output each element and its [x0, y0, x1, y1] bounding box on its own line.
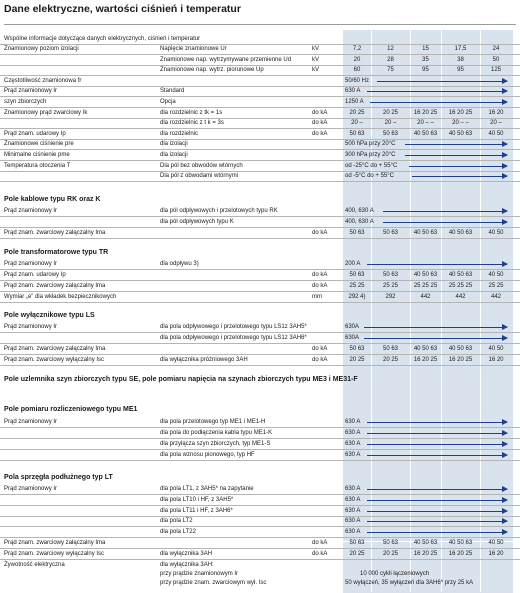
row-value: 16 20 [488, 109, 504, 116]
section-title-ls: Pole wyłącznikowe typu LS [4, 312, 95, 319]
row-span-value: 630 A [345, 441, 361, 447]
row-condition: dla wyłącznika 3AH [160, 550, 213, 557]
row-condition: dla pola do podłączenia kabla typu ME1-K [160, 430, 273, 436]
row-value: 20 25 [382, 357, 398, 363]
table-row [0, 65, 520, 76]
row-value: 16 20 25 [448, 550, 473, 557]
row-value: 16 20 25 [448, 357, 473, 363]
row-value: 95 [457, 67, 464, 74]
row-value: 442 [455, 294, 466, 300]
table-row [0, 516, 520, 527]
range-arrow [370, 102, 507, 103]
row-label: Prąd znam. zwarciowy załączalny Ima [4, 230, 106, 236]
title-rule [4, 24, 516, 25]
table-row [0, 129, 520, 140]
table-row [0, 549, 520, 560]
row-value: 16 20 25 [413, 357, 438, 363]
range-arrow [367, 500, 507, 501]
table-row [0, 450, 520, 461]
range-arrow [377, 81, 507, 82]
row-value: 50 63 [382, 346, 398, 352]
row-condition: Dla pól z obwodami wtórnymi [160, 173, 239, 180]
table-row [0, 228, 520, 239]
row-span-value: 400, 630 A [345, 219, 374, 225]
table-row [0, 281, 520, 292]
row-condition: dla pola odpływowego i przelotowego typu LS1z 3AH5* [160, 324, 307, 330]
row-unit: kV [312, 67, 320, 74]
row-value: 292 4) [348, 294, 366, 300]
range-arrow [367, 511, 507, 512]
row-label: Prąd znam. zwarciowy wyłączalny Isc [4, 357, 105, 363]
intro-text: Wspólne informacje dotyczące danych elektrycznych, ciśnień i temperatur [4, 36, 201, 42]
row-value: 25 25 25 [413, 283, 438, 289]
table-row [0, 322, 520, 333]
row-label: Prąd znamionowy Ir [4, 261, 58, 267]
row-span-value: 200 A [345, 261, 361, 267]
row-span-value: 630 A [345, 529, 361, 536]
row-value: 50 63 [382, 540, 398, 546]
row-value: 40 50 [488, 130, 504, 137]
table-row [0, 292, 520, 303]
section-title-se: Pole uzlemnika szyn zbiorczych typu SE, pole pomiaru napięcia na szynach zbiorczych typu ME3 i ME31-F [4, 376, 358, 383]
row-condition: Standard [160, 88, 185, 95]
row-value: 17,5 [454, 46, 467, 52]
row-value: 20 25 [382, 109, 398, 116]
table-row [0, 97, 520, 108]
range-arrow [383, 222, 507, 223]
section-title-me1: Pole pomiaru rozliczeniowego typu ME1 [4, 406, 138, 413]
row-value: 442 [490, 294, 501, 300]
row-condition: dla pola przelotowego typ ME1 i ME1-H [160, 419, 266, 425]
durability-value: 10 000 cykli łączeniowych [360, 571, 430, 577]
range-arrow [367, 433, 507, 434]
row-condition: dla rozdzielnic z t k = 3s [160, 120, 224, 127]
table-row [0, 495, 520, 506]
range-arrow [367, 489, 507, 490]
range-arrow [367, 521, 507, 522]
row-value: 40 50 [488, 272, 504, 278]
row-condition: Opcja [160, 99, 176, 105]
row-label: Prąd znamionowy Ir [4, 208, 58, 214]
row-value: 20 – [384, 120, 397, 127]
row-condition: Znamionowe nap. wytrzymywane przemienne Ud [160, 56, 292, 63]
table-row [0, 118, 520, 129]
row-condition: dla pól odpływowych typu K [160, 219, 234, 225]
row-value: 125 [490, 67, 501, 74]
row-span-value: 1250 A [345, 99, 364, 105]
row-span-value: 630A [345, 335, 360, 341]
row-value: 50 63 [382, 230, 398, 236]
table-row [0, 217, 520, 228]
row-value: 20 [353, 56, 361, 63]
table-row [0, 139, 520, 150]
row-value: 50 63 [382, 130, 398, 137]
row-condition: dla pola wznosu pionowego, typ HF [160, 452, 255, 458]
row-label: Temperatura otoczenia T [4, 162, 71, 169]
row-condition: Dla pól bez obwodów wtórnych [160, 162, 243, 169]
row-value: 20 – [351, 120, 363, 127]
row-span-value: 630 A [345, 430, 361, 436]
row-label: Znamionowe ciśnienie pre [4, 141, 74, 148]
row-unit: do kA [312, 230, 328, 236]
range-arrow [364, 338, 507, 339]
range-arrow [364, 327, 507, 328]
row-condition: dla pola LT22 [160, 529, 196, 536]
range-arrow [412, 176, 507, 177]
row-label: Częstotliwość znamionowa fr [4, 77, 82, 84]
range-arrow [405, 144, 507, 145]
row-unit: do kA [312, 130, 328, 137]
row-unit: do kA [312, 346, 328, 352]
row-unit: do kA [312, 120, 328, 127]
table-row [0, 527, 520, 538]
row-unit: kV [312, 46, 320, 52]
row-label: Znamionowy poziom izolacji [4, 46, 79, 52]
row-value: 28 [387, 56, 394, 63]
row-condition: dla pól odpływowych i przelotowych typu RK [160, 208, 278, 214]
row-value: 40 50 63 [448, 130, 473, 137]
row-condition: dla izolacji [160, 152, 188, 158]
row-value: 40 50 [488, 230, 504, 236]
table-row [0, 506, 520, 517]
row-value: 16 20 25 [448, 109, 473, 116]
table-row [0, 55, 520, 66]
row-value: 16 20 [488, 550, 504, 557]
range-arrow [367, 532, 507, 533]
row-value: 40 50 63 [413, 346, 438, 352]
row-label: Prąd znam. zwarciowy załączalny Ima [4, 540, 106, 546]
table-row [0, 439, 520, 450]
row-label: Prąd znamionowy Ir [4, 88, 58, 95]
row-condition: dla pola LT10 i HF, z 3AH5* [160, 496, 234, 503]
row-unit: do kA [312, 540, 328, 546]
row-span-value: 630 A [345, 88, 361, 95]
table-row [0, 270, 520, 281]
row-unit: do kA [312, 109, 328, 116]
row-value: 12 [387, 46, 394, 52]
row-condition: dla wyłącznika próżniowego 3AH [160, 357, 248, 363]
row-span-value: 630 A [345, 507, 361, 514]
page-title: Dane elektryczne, wartości ciśnień i temperatur [4, 3, 241, 15]
row-value: 60 [353, 67, 361, 74]
row-value: 40 50 63 [413, 540, 438, 546]
durability-condition: przy prądzie znamionowym Ir [160, 571, 239, 577]
row-condition: Napięcie znamionowe Ur [160, 46, 227, 52]
row-value: 40 50 63 [448, 540, 473, 546]
row-value: 50 63 [349, 346, 365, 352]
row-value: 50 63 [349, 540, 365, 546]
row-value: 20 25 [382, 550, 398, 557]
table-row [0, 417, 520, 428]
row-label: Prąd znam. udarowy Ip [4, 130, 66, 137]
row-unit: do kA [312, 357, 328, 363]
row-value: 20 – [490, 120, 502, 127]
durability-label: Żywotność elektryczna [4, 562, 65, 568]
row-condition: dla przyłącza szyn zbiorczych, typ ME1-S [160, 441, 271, 447]
table-row [0, 161, 520, 172]
table-row [0, 171, 520, 182]
row-value: 16 20 [488, 357, 504, 363]
row-span-value: 630A [345, 324, 360, 330]
row-value: 40 50 [488, 540, 504, 546]
durability-condition: dla wyłącznika 3AH: [160, 562, 214, 568]
row-unit: do kA [312, 283, 328, 289]
row-value: 25 25 25 [448, 283, 473, 289]
row-label: Prąd znam. zwarciowy załączalny Ima [4, 283, 106, 289]
range-arrow [367, 422, 507, 423]
row-label: Prąd znam. zwarciowy załączalny Ima [4, 346, 106, 352]
row-value: 50 63 [349, 230, 365, 236]
row-condition: dla pola LT1, z 3AH5* na zapytanie [160, 486, 254, 492]
row-value: 7,2 [352, 46, 362, 52]
row-value: 16 20 25 [413, 550, 438, 557]
row-unit: do kA [312, 550, 328, 557]
table-row [0, 150, 520, 161]
row-value: 50 [492, 56, 500, 63]
row-condition: dla pola odpływowego i przelotowego typu LS1z 3AH6* [160, 335, 307, 341]
table-row [0, 76, 520, 87]
table-row [0, 44, 520, 55]
row-value: 40 50 63 [413, 272, 438, 278]
row-condition: dla rozdzielnic [160, 130, 199, 137]
row-label: szyn zbiorczych [4, 99, 47, 105]
row-condition: Znamionowe nap. wytrz. piorunowe Up [160, 67, 264, 74]
row-span-value: 630 A [345, 452, 361, 458]
table-row [0, 259, 520, 270]
row-condition: dla pola LT2 [160, 518, 193, 525]
table-row [0, 86, 520, 97]
table-row [0, 484, 520, 495]
row-label: Prąd znamionowy Ir [4, 419, 58, 425]
range-arrow [367, 444, 507, 445]
row-value: 40 50 63 [448, 346, 473, 352]
range-arrow [405, 155, 507, 156]
table-row [0, 538, 520, 549]
row-span-value: 630 A [345, 518, 361, 525]
row-value: 40 50 63 [448, 230, 473, 236]
durability-value: 50 wyłączeń, 35 wyłączeń dla 3AH6* przy 25 kA [345, 580, 474, 586]
row-label: Znamionowy prąd zwarciowy Ik [4, 109, 88, 116]
row-condition: dla izolacji [160, 141, 188, 148]
row-label: Prąd znamionowy Ir [4, 324, 58, 330]
table-row [0, 428, 520, 439]
table-row [0, 206, 520, 217]
row-value: 95 [422, 67, 429, 74]
row-value: 24 [492, 46, 500, 52]
section-title-lt: Pola sprzęgła podłużnego typ LT [4, 474, 113, 481]
row-span-value: 630 A [345, 486, 361, 492]
range-arrow [367, 91, 507, 92]
row-value: 15 [422, 46, 429, 52]
row-span-value: od -25°C do + 55°C [345, 162, 398, 169]
row-value: 292 [385, 294, 396, 300]
row-span-value: od -5°C do + 55°C [345, 173, 394, 180]
durability-condition: przy prądzie znam. zwarciowym wył. Isc [160, 580, 267, 586]
section-title-tr: Pole transformatorowe typu TR [4, 249, 109, 256]
table-row [0, 333, 520, 344]
row-value: 20 – – [452, 120, 469, 127]
row-label: Prąd znamionowy Ir [4, 486, 58, 492]
row-span-value: 300 hPa przy 20°C [345, 152, 396, 158]
row-value: 75 [387, 67, 394, 74]
table-row [0, 108, 520, 119]
row-label: Wymiar „e” dla wkładek bezpiecznikowych [4, 294, 117, 300]
row-span-value: 500 hPa przy 20°C [345, 141, 396, 148]
row-value: 40 50 63 [448, 272, 473, 278]
row-value: 38 [457, 56, 464, 63]
row-value: 40 50 [488, 346, 504, 352]
row-condition: dla rozdzielnic z tk = 1s [160, 109, 223, 116]
row-value: 25 25 [382, 283, 398, 289]
row-value: 40 50 63 [413, 130, 438, 137]
durability-row [0, 578, 520, 588]
row-label: Prąd znam. zwarciowy wyłączalny Isc [4, 550, 105, 557]
row-value: 35 [422, 56, 429, 63]
row-unit: kV [312, 56, 320, 63]
range-arrow [367, 455, 507, 456]
row-value: 20 – – [417, 120, 434, 127]
table-row [0, 355, 520, 366]
row-value: 50 63 [382, 272, 398, 278]
range-arrow [383, 211, 507, 212]
row-condition: dla pola LT11 i HF, z 3AH6* [160, 507, 233, 514]
row-span-value: 630 A [345, 419, 361, 425]
row-value: 20 25 [349, 550, 365, 557]
range-arrow [409, 166, 507, 167]
row-value: 442 [420, 294, 431, 300]
row-value: 16 20 25 [413, 109, 438, 116]
row-span-value: 400, 630 A [345, 208, 374, 214]
row-label: Minimalne ciśnienie pme [4, 152, 70, 158]
row-value: 25 25 [349, 283, 365, 289]
row-value: 50 63 [349, 130, 365, 137]
table-row [0, 344, 520, 355]
row-condition: dla odpływu 3) [160, 261, 199, 267]
row-value: 20 25 [349, 357, 365, 363]
row-label: Prąd znam. udarowy Ip [4, 272, 66, 278]
row-unit: mm [312, 294, 322, 300]
row-unit: do kA [312, 272, 328, 278]
row-span-value: 630 A [345, 496, 361, 503]
row-value: 40 50 63 [413, 230, 438, 236]
row-span-value: 50/60 Hz [345, 77, 370, 84]
row-value: 50 63 [349, 272, 365, 278]
row-value: 25 25 [488, 283, 504, 289]
range-arrow [367, 264, 507, 265]
section-title-rk: Pole kablowe typu RK oraz K [4, 196, 101, 203]
row-value: 20 25 [349, 109, 365, 116]
